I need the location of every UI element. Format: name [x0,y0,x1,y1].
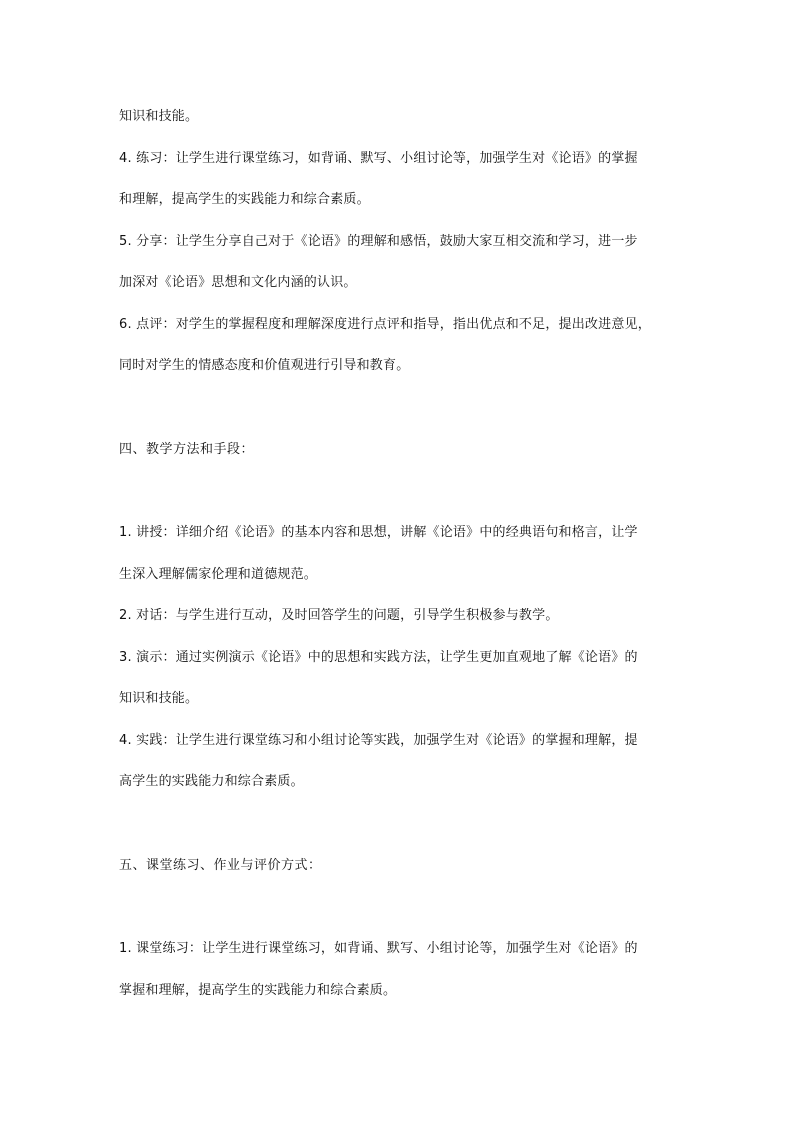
section-heading-exercises-evaluation: 五、课堂练习、作业与评价方式： [119,858,322,873]
text-line-method-4-practice: 4. 实践：让学生进行课堂练习和小组讨论等实践，加强学生对《论语》的掌握和理解，提 [119,733,638,748]
text-line-item-5-share-cont: 加深对《论语》思想和文化内涵的认识。 [119,275,357,290]
text-line-method-1-lecture: 1. 讲授：详细介绍《论语》的基本内容和思想，讲解《论语》中的经典语句和格言，让学 [119,525,638,540]
text-line-item-6-review-cont: 同时对学生的情感态度和价值观进行引导和教育。 [119,358,410,373]
text-line-method-1-lecture-cont: 生深入理解儒家伦理和道德规范。 [119,567,318,582]
text-line-continuation: 知识和技能。 [119,109,199,124]
text-line-method-3-demo-cont: 知识和技能。 [119,691,199,706]
text-line-exercise-1: 1. 课堂练习：让学生进行课堂练习，如背诵、默写、小组讨论等，加强学生对《论语》的 [119,941,638,956]
text-line-item-4-practice-cont: 和理解，提高学生的实践能力和综合素质。 [119,192,370,207]
text-line-method-2-dialogue: 2. 对话：与学生进行互动，及时回答学生的问题，引导学生积极参与教学。 [119,608,559,623]
text-line-item-6-review: 6. 点评：对学生的掌握程度和理解深度进行点评和指导，指出优点和不足，提出改进意见， [119,317,651,332]
section-heading-teaching-methods: 四、教学方法和手段： [119,442,255,457]
text-line-method-3-demo: 3. 演示：通过实例演示《论语》中的思想和实践方法，让学生更加直观地了解《论语》的 [119,650,638,665]
text-line-method-4-practice-cont: 高学生的实践能力和综合素质。 [119,774,304,789]
text-line-item-4-practice: 4. 练习：让学生进行课堂练习，如背诵、默写、小组讨论等，加强学生对《论语》的掌握 [119,151,638,166]
text-line-exercise-1-cont: 掌握和理解，提高学生的实践能力和综合素质。 [119,983,397,998]
text-line-item-5-share: 5. 分享：让学生分享自己对于《论语》的理解和感悟，鼓励大家互相交流和学习，进一步 [119,234,638,249]
